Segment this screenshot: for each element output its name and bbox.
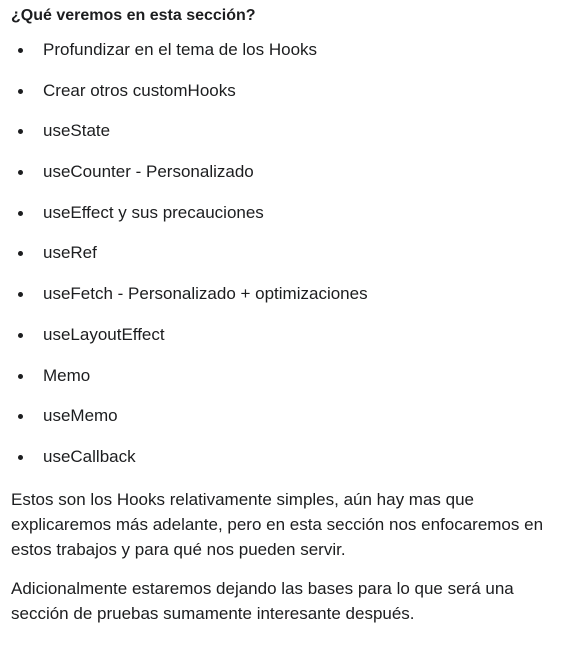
list-item-label: Crear otros customHooks [43,80,236,100]
list-item-label: useLayoutEffect [43,324,165,344]
bullet-icon [18,251,23,256]
list-item-label: useCounter - Personalizado [43,162,254,182]
list-item-label: useFetch - Personalizado + optimizaciones [43,284,368,304]
list-item [11,405,568,446]
description-paragraph: Estos son los Hooks relativamente simples, aún hay mas que explicaremos más adelante, pero en esta sección nos enfocaremos en estos trabajos y para qué nos pueden servir. [11,489,544,559]
list-item [11,161,568,202]
list-item-label: useCallback [43,446,136,466]
list-item [11,202,568,243]
list-item-label: useEffect y sus precauciones [43,202,264,222]
list-item [11,39,568,80]
bullet-icon [18,333,23,338]
description-paragraph: Adicionalmente estaremos dejando las bases para lo que será una sección de pruebas sumamente interesante después. [11,578,514,623]
bullet-icon [18,414,23,419]
list-item [11,120,568,161]
topic-list [11,39,568,487]
bullet-icon [18,211,23,216]
bullet-icon [18,292,23,297]
bullet-icon [18,129,23,134]
list-item-label: useMemo [43,406,118,426]
list-item-label: useRef [43,243,97,263]
list-item-label: useState [43,121,111,141]
list-item-label: Memo [43,365,91,385]
bullet-icon [18,170,23,175]
bullet-icon [18,89,23,94]
list-item [11,80,568,121]
bullet-icon [18,48,23,53]
list-item-label: Profundizar en el tema de los Hooks [43,40,318,59]
list-item [11,324,568,365]
section-title: ¿Qué veremos en esta sección? [11,7,256,24]
list-item [11,446,568,487]
bullet-icon [18,455,23,460]
list-item [11,283,568,324]
list-item [11,365,568,406]
list-item [11,242,568,283]
bullet-icon [18,374,23,379]
